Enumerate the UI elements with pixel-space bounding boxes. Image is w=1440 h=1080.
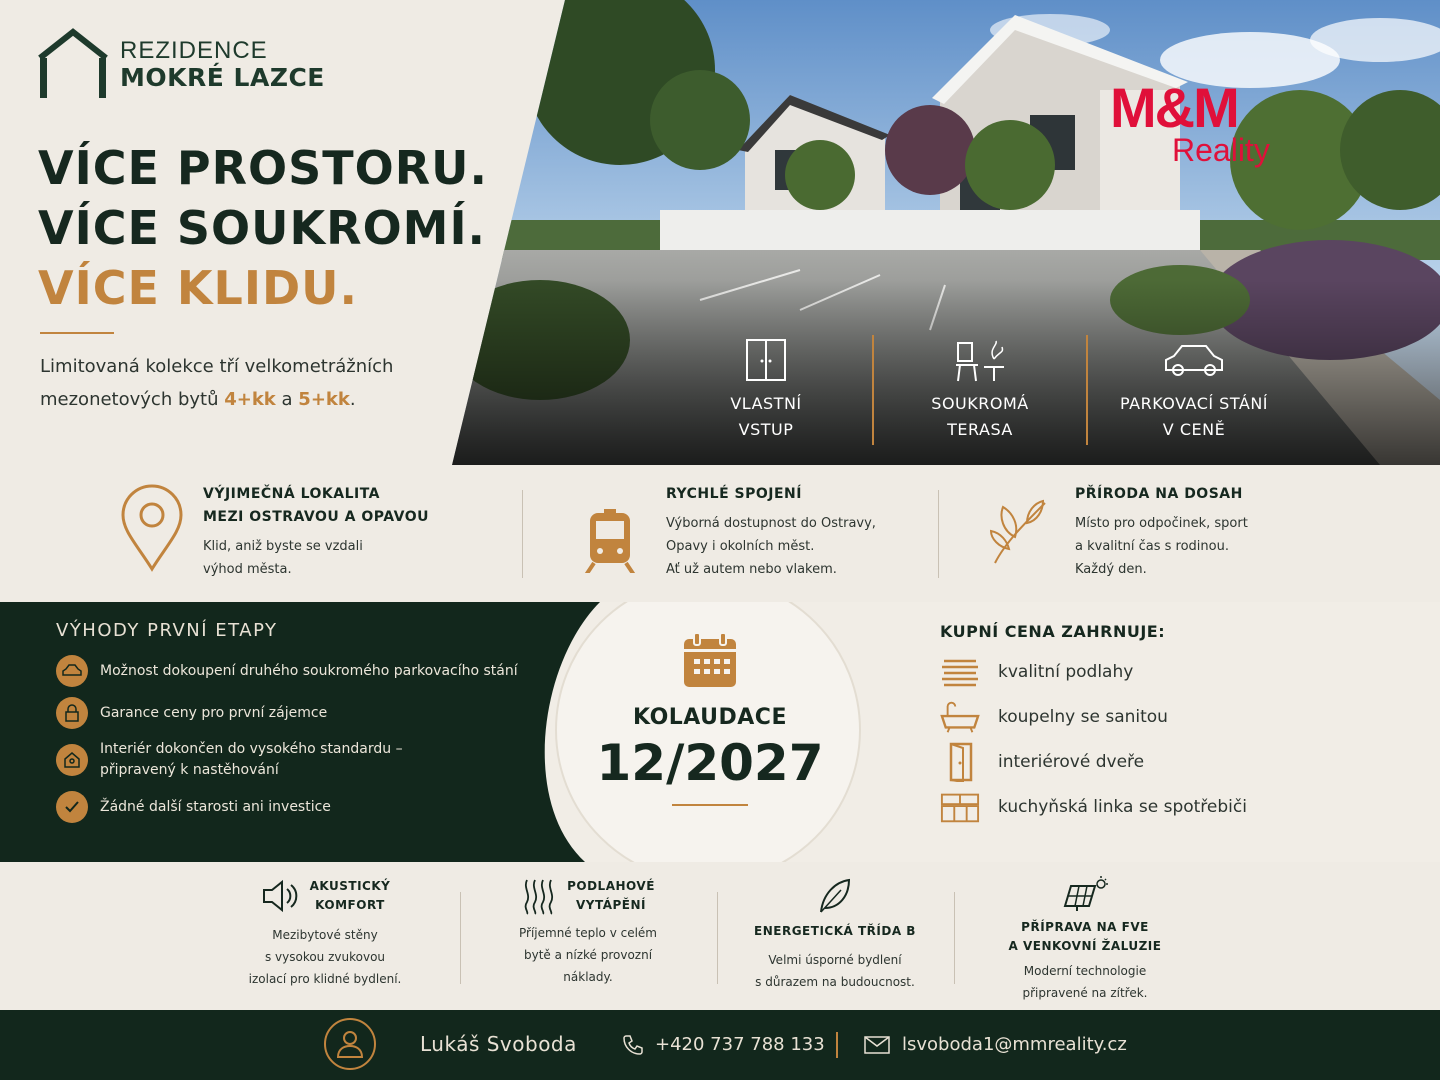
leaf-icon — [985, 483, 1055, 573]
contact-phone-link[interactable]: +420 737 788 133 — [655, 1034, 825, 1055]
feature-desc: a kvalitní čas s rodinou. — [1075, 539, 1229, 554]
brand-name-line1: REZIDENCE — [120, 36, 268, 64]
hero-feature-label: PARKOVACÍ STÁNÍ — [1120, 394, 1268, 413]
hero-feature-entrance — [660, 335, 872, 445]
benefit-item — [56, 739, 536, 781]
location-pin-icon — [117, 483, 187, 573]
feature-title: A VENKOVNÍ ŽALUZIE — [1008, 939, 1162, 953]
benefit-text: Možnost dokoupení druhého soukromého parkovacího stání — [100, 662, 518, 679]
feature-energy — [745, 876, 925, 993]
intro-size-1: 4+kk — [224, 389, 276, 410]
contact-footer — [0, 1010, 1440, 1080]
divider — [522, 490, 523, 578]
agency-logo-main: M&M — [1110, 76, 1238, 139]
feature-desc: Výborná dostupnost do Ostravy, — [666, 516, 876, 531]
benefit-text: Interiér dokončen do vysokého standardu – — [100, 741, 403, 757]
feature-desc: Velmi úsporné bydlení — [768, 953, 902, 967]
car-icon — [1088, 335, 1300, 385]
benefit-item — [56, 697, 536, 729]
door-icon — [660, 335, 872, 385]
intro-line-2: mezonetových bytů — [40, 389, 219, 410]
intro-conjunction: a — [281, 389, 293, 410]
feature-desc: izolací pro klidné bydlení. — [248, 972, 402, 986]
floor-icon — [940, 654, 980, 690]
feature-desc: s vysokou zvukovou — [264, 950, 386, 964]
interior-door-icon — [940, 744, 980, 780]
feature-connection — [580, 465, 876, 602]
feature-desc: Moderní technologie — [1023, 964, 1147, 978]
heating-icon — [521, 876, 557, 916]
headline — [38, 138, 488, 318]
headline-line-3: VÍCE KLIDU. — [38, 261, 358, 315]
divider — [836, 1032, 838, 1058]
calendar-icon — [682, 631, 738, 689]
train-icon — [580, 483, 650, 573]
price-item-text: kvalitní podlahy — [998, 661, 1134, 682]
headline-divider — [40, 332, 114, 334]
benefit-text: Žádné další starosti ani investice — [100, 798, 331, 815]
feature-desc: Příjemné teplo v celém — [519, 926, 657, 940]
feature-title: KOMFORT — [315, 898, 385, 912]
bathtub-icon — [940, 699, 980, 735]
feature-location — [117, 465, 429, 602]
benefits-title: VÝHODY PRVNÍ ETAPY — [56, 620, 278, 641]
headline-line-2: VÍCE SOUKROMÍ. — [38, 201, 487, 255]
feature-title: AKUSTICKÝ — [309, 879, 391, 893]
terrace-icon — [874, 335, 1086, 385]
hero-feature-label: SOUKROMÁ — [931, 394, 1029, 413]
intro-text — [40, 350, 480, 416]
kolaudace-label: KOLAUDACE — [633, 705, 787, 730]
lock-icon — [56, 697, 88, 729]
hero-feature-terrace — [872, 335, 1086, 445]
benefit-item — [56, 791, 536, 823]
feature-title: PŘÍPRAVA NA FVE — [1021, 920, 1149, 934]
mail-icon — [864, 1036, 890, 1054]
price-item — [940, 739, 1360, 784]
price-includes — [940, 622, 1360, 829]
hero-feature-label: V CENĚ — [1162, 420, 1226, 439]
kitchen-icon — [940, 789, 980, 825]
price-item-text: interiérové dveře — [998, 751, 1145, 772]
feature-desc: Opavy i okolních měst. — [666, 539, 815, 554]
features-row-2 — [0, 862, 1440, 1010]
benefits-list — [56, 620, 536, 823]
benefit-text: připravený k nastěhování — [100, 762, 279, 778]
price-item-text: kuchyňská linka se spotřebiči — [998, 796, 1247, 817]
kolaudace-badge — [555, 605, 865, 855]
intro-size-2: 5+kk — [298, 389, 350, 410]
hero-feature-label: TERASA — [947, 420, 1013, 439]
contact-name: Lukáš Svoboda — [420, 1032, 577, 1056]
price-item — [940, 649, 1360, 694]
intro-line-1: Limitovaná kolekce tří velkometrážních — [40, 356, 394, 377]
check-icon — [56, 791, 88, 823]
feature-desc: bytě a nízké provozní — [523, 948, 653, 962]
feature-title: ENERGETICKÁ TŘÍDA B — [754, 924, 916, 938]
feature-desc: Mezibytové stěny — [272, 928, 378, 942]
feature-title: PŘÍRODA NA DOSAH — [1075, 486, 1243, 502]
hero-feature-parking — [1086, 335, 1300, 445]
feature-desc: náklady. — [563, 970, 613, 984]
feature-title: VYTÁPĚNÍ — [575, 898, 646, 912]
feature-title: PODLAHOVÉ — [567, 879, 655, 893]
hero-feature-label: VSTUP — [738, 420, 794, 439]
price-title: KUPNÍ CENA ZAHRNUJE: — [940, 622, 1166, 641]
avatar — [324, 1018, 376, 1070]
price-item — [940, 784, 1360, 829]
person-icon — [336, 1029, 364, 1059]
feature-title: RYCHLÉ SPOJENÍ — [666, 486, 802, 502]
house-logo-icon — [36, 28, 110, 100]
headline-line-1: VÍCE PROSTORU. — [38, 141, 489, 195]
benefit-item — [56, 655, 536, 687]
brand-name-line2: MOKRÉ LAZCE — [120, 62, 325, 92]
hero-features — [660, 335, 1300, 445]
feature-title: MEZI OSTRAVOU A OPAVOU — [203, 509, 429, 525]
kolaudace-divider — [672, 804, 748, 806]
benefit-text: Garance ceny pro první zájemce — [100, 704, 328, 721]
feature-nature — [985, 465, 1248, 602]
hero-section — [0, 0, 1440, 465]
feature-desc: Každý den. — [1075, 562, 1147, 577]
feature-heating — [498, 876, 678, 988]
divider — [954, 892, 955, 984]
divider — [460, 892, 461, 984]
kolaudace-date: 12/2027 — [596, 734, 824, 792]
feature-desc: výhod města. — [203, 562, 292, 577]
intro-period: . — [349, 389, 356, 410]
feature-solar — [995, 876, 1175, 1004]
price-item-text: koupelny se sanitou — [998, 706, 1168, 727]
feature-desc: Místo pro odpočinek, sport — [1075, 516, 1248, 531]
price-item — [940, 694, 1360, 739]
feature-desc: Ať už autem nebo vlakem. — [666, 562, 837, 577]
solar-panel-icon — [1061, 876, 1109, 912]
divider — [938, 490, 939, 578]
divider — [717, 892, 718, 984]
phone-icon — [622, 1034, 644, 1056]
car-icon — [56, 655, 88, 687]
contact-email-link[interactable]: lsvoboda1@mmreality.cz — [902, 1034, 1127, 1055]
brand-logo — [36, 28, 325, 100]
feature-desc: s důrazem na budoucnost. — [755, 975, 915, 989]
feature-title: VÝJIMEČNÁ LOKALITA — [203, 486, 381, 502]
feature-acoustic — [230, 876, 420, 990]
feature-desc: připravené na zítřek. — [1022, 986, 1148, 1000]
home-icon — [56, 744, 88, 776]
hero-feature-label: VLASTNÍ — [730, 394, 802, 413]
mm-reality-logo — [1110, 76, 1280, 180]
leaf-icon — [817, 876, 853, 916]
agency-logo-sub: Reality — [1172, 132, 1270, 168]
feature-desc: Klid, aniž byste se vzdali — [203, 539, 363, 554]
speaker-icon — [260, 876, 300, 916]
